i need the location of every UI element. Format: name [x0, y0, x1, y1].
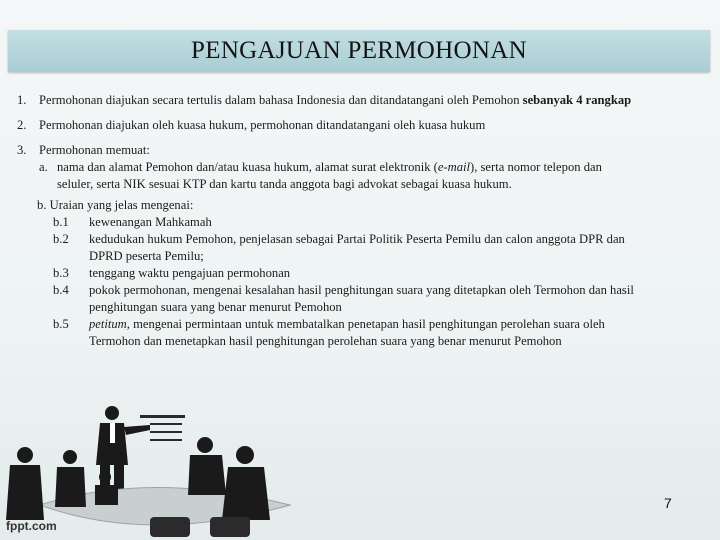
list-item-1: [17, 92, 707, 109]
point-text: kewenangan Mahkamah: [89, 215, 212, 229]
point-number: b.1: [53, 215, 69, 229]
sub-item-a: [17, 159, 707, 193]
point-italic-text: petitum: [89, 317, 127, 331]
sub-line-2: seluler, serta NIK sesuai KTP dan kartu tanda anggota bagi advokat sebagai kuasa hukum.: [57, 177, 512, 191]
point-text: , mengenai permintaan untuk membatalkan penetapan hasil penghitungan perolehan suara oleh: [126, 317, 605, 331]
point-text-line: [89, 316, 707, 333]
sub-line-1: [57, 159, 707, 176]
list-number: 1.: [17, 93, 27, 107]
title-bar: [8, 30, 710, 72]
point-b5: [17, 316, 707, 350]
point-number: b.2: [53, 232, 69, 246]
sub-number: a.: [39, 160, 48, 174]
list-number: 3.: [17, 143, 27, 157]
sub-italic-text: e-mail: [437, 160, 471, 174]
point-number: b.4: [53, 283, 69, 297]
list-text: Permohonan memuat:: [39, 143, 150, 157]
list-item-3: [17, 142, 707, 159]
page-number: 7: [664, 495, 672, 511]
point-number: b.3: [53, 266, 69, 280]
sub-text: ), serta nomor telepon dan: [470, 160, 602, 174]
brand-watermark: fppt.com: [6, 519, 57, 533]
point-text-continued: DPRD peserta Pemilu;: [89, 249, 204, 263]
sub-text: nama dan alamat Pemohon dan/atau kuasa hukum, alamat surat elektronik (: [57, 160, 438, 174]
point-text: pokok permohonan, mengenai kesalahan hasil penghitungan suara yang ditetapkan oleh Termohon dan hasil: [89, 283, 634, 297]
list-text: Permohonan diajukan oleh kuasa hukum, permohonan ditandatangani oleh kuasa hukum: [39, 118, 486, 132]
list-number: 2.: [17, 118, 27, 132]
point-b3: [17, 265, 707, 282]
slide-content: [17, 92, 707, 350]
list-item-2: [17, 117, 707, 134]
sub-item-b-heading: b. Uraian yang jelas mengenai:: [37, 198, 194, 212]
point-b1: [17, 214, 707, 231]
list-bold-text: sebanyak 4 rangkap: [522, 93, 632, 107]
point-text: tenggang waktu pengajuan permohonan: [89, 266, 291, 280]
point-text-continued: penghitungan suara yang benar menurut Pemohon: [89, 300, 342, 314]
point-b4: [17, 282, 707, 316]
point-number: b.5: [53, 317, 69, 331]
slide-title: PENGAJUAN PERMOHONAN: [191, 37, 527, 64]
point-text: kedudukan hukum Pemohon, penjelasan sebagai Partai Politik Peserta Pemilu dan calon anggota DPR dan: [89, 232, 625, 246]
point-b2: [17, 231, 707, 265]
list-text: Permohonan diajukan secara tertulis dalam bahasa Indonesia dan ditandatangani oleh Pemohon: [39, 93, 523, 107]
point-text-continued: Termohon dan menetapkan hasil penghitungan perolehan suara yang benar menurut Pemohon: [89, 334, 562, 348]
